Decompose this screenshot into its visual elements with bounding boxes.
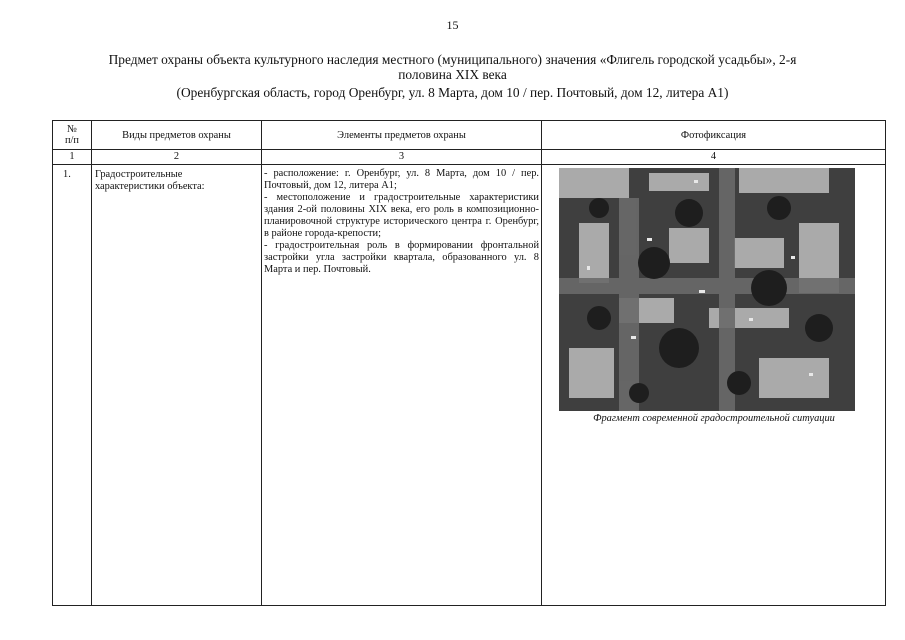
photo-caption: Фрагмент современной градостроительной ситуации	[593, 413, 835, 424]
header-number-pp: п/п	[64, 135, 79, 146]
row-kind	[92, 165, 262, 606]
header-number	[53, 121, 92, 150]
element-urban-role: - градостроительная роль в формировании фронтальной застройки угла застройки квартала, образованного ул. 8 Марта и пер. Почтовый.	[264, 240, 539, 275]
row-elements	[262, 165, 542, 606]
table-header-row	[53, 121, 886, 150]
document-title-line2: половина XIX века	[398, 67, 507, 82]
column-number-row	[53, 150, 886, 165]
element-characteristics: - местоположение и градостроительные характеристики здания 2-ой половины XIX века, его роль в композиционно-планировочной структуре исторического центра г. Оренбург, в районе города-крепости;	[264, 192, 539, 239]
page-number: 15	[446, 18, 459, 32]
aerial-photo-image	[559, 168, 855, 411]
column-number-2: 2	[92, 150, 262, 165]
table-row	[53, 165, 886, 606]
document-subtitle: (Оренбургская область, город Оренбург, ул. 8 Марта, дом 10 / пер. Почтовый, дом 12, литера А1)	[176, 85, 729, 100]
row-kind-line1: Градостроительные	[95, 169, 183, 180]
row-kind-line2: характеристики объекта:	[95, 181, 205, 192]
aerial-photo	[559, 168, 855, 411]
header-photo: Фотофиксация	[542, 121, 886, 150]
document-title	[40, 52, 865, 82]
row-number: 1.	[53, 165, 92, 606]
column-number-1: 1	[53, 150, 92, 165]
column-number-4: 4	[542, 150, 886, 165]
element-location: - расположение: г. Оренбург, ул. 8 Марта, дом 10 / пер. Почтовый, дом 12, литера А1;	[264, 168, 539, 191]
protection-table	[52, 120, 886, 606]
header-kind: Виды предметов охраны	[92, 121, 262, 150]
column-number-3: 3	[262, 150, 542, 165]
document-title-line1: Предмет охраны объекта культурного наследия местного (муниципального) значения «Флигель городской усадьбы», 2-я	[108, 52, 797, 67]
header-elements: Элементы предметов охраны	[262, 121, 542, 150]
header-number-symbol: №	[67, 124, 77, 135]
row-photo	[542, 165, 886, 606]
